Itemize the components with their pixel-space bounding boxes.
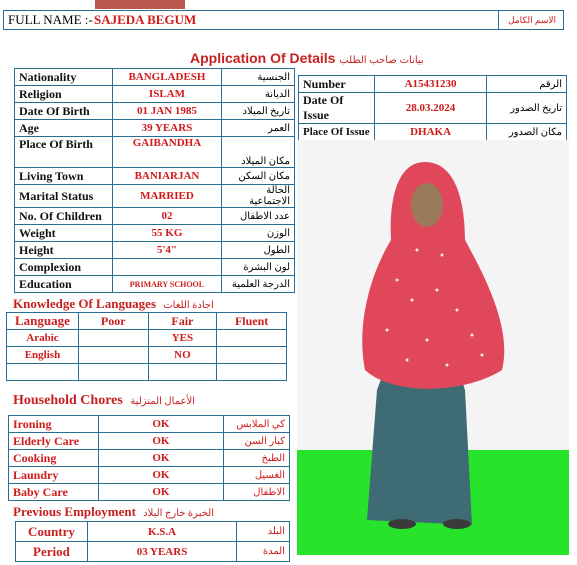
row-value	[112, 259, 222, 276]
row-value: OK	[98, 467, 223, 484]
full-name-arabic: الاسم الكامل	[498, 11, 565, 29]
table-row	[15, 69, 295, 86]
row-label: Marital Status	[15, 185, 113, 208]
row-arabic: كي الملابس	[224, 416, 290, 433]
row-label: Cooking	[9, 450, 99, 467]
row-value: OK	[98, 450, 223, 467]
column-header: Fair	[148, 313, 217, 330]
row-arabic: الجنسية	[222, 69, 295, 86]
row-arabic: الاطفال	[224, 484, 290, 501]
chores-heading	[13, 393, 195, 409]
row-label: Religion	[15, 86, 113, 103]
table-row	[15, 137, 295, 168]
row-arabic: الغسيل	[224, 467, 290, 484]
employment-table	[15, 521, 290, 562]
row-label: Place Of Issue	[299, 124, 375, 141]
full-name-bar	[3, 10, 564, 30]
chores-title-arabic: الأعمال المنزلية	[130, 396, 195, 407]
row-arabic: عدد الاطفال	[222, 208, 295, 225]
row-label: Baby Care	[9, 484, 99, 501]
row-value: 39 YEARS	[112, 120, 222, 137]
row-value: BANIARJAN	[112, 168, 222, 185]
table-row	[15, 120, 295, 137]
chores-table	[8, 415, 290, 501]
full-name-label: FULL NAME :-	[8, 12, 93, 27]
row-arabic: المدة	[237, 542, 290, 562]
row-value: OK	[98, 484, 223, 501]
row-label: Age	[15, 120, 113, 137]
table-row	[9, 433, 290, 450]
language-fair: YES	[148, 330, 217, 347]
row-arabic: تاريخ الصدور	[487, 93, 567, 124]
applicant-photo	[297, 140, 569, 555]
application-title-arabic: بيانات صاحب الطلب	[339, 55, 424, 66]
languages-table	[6, 312, 287, 381]
row-label: Date Of Issue	[299, 93, 375, 124]
employment-heading	[13, 504, 214, 520]
table-row	[7, 347, 287, 364]
language-fair	[148, 364, 217, 381]
row-value: 02	[112, 208, 222, 225]
row-value: K.S.A	[87, 522, 236, 542]
row-label: Weight	[15, 225, 113, 242]
table-row	[9, 450, 290, 467]
table-row	[7, 330, 287, 347]
language-fluent	[217, 364, 287, 381]
row-label: Elderly Care	[9, 433, 99, 450]
row-label: Laundry	[9, 467, 99, 484]
application-title	[190, 50, 424, 66]
row-value: GAIBANDHA	[112, 137, 222, 168]
row-label: Number	[299, 76, 375, 93]
row-label: Education	[15, 276, 113, 293]
table-row	[16, 542, 290, 562]
language-name	[7, 364, 79, 381]
language-poor	[78, 347, 148, 364]
language-name: Arabic	[7, 330, 79, 347]
row-label: Period	[16, 542, 88, 562]
row-value: BANGLADESH	[112, 69, 222, 86]
row-value: 28.03.2024	[374, 93, 487, 124]
row-label: Height	[15, 242, 113, 259]
row-value: 55 KG	[112, 225, 222, 242]
row-label: Nationality	[15, 69, 113, 86]
personal-details-table	[14, 68, 295, 293]
table-row	[15, 242, 295, 259]
full-name-value: SAJEDA BEGUM	[94, 12, 197, 27]
row-arabic: الطبخ	[224, 450, 290, 467]
row-label: Place Of Birth	[15, 137, 113, 168]
column-header: Language	[7, 313, 79, 330]
row-arabic: الرقم	[487, 76, 567, 93]
table-row	[15, 259, 295, 276]
language-fair: NO	[148, 347, 217, 364]
row-value: PRIMARY SCHOOL	[112, 276, 222, 293]
row-arabic: لون البشرة	[222, 259, 295, 276]
row-label: Living Town	[15, 168, 113, 185]
row-arabic: مكان الصدور	[487, 124, 567, 141]
languages-title-arabic: اجادة اللغات	[163, 300, 214, 311]
row-arabic: البلد	[237, 522, 290, 542]
table-row	[9, 416, 290, 433]
languages-heading	[13, 296, 214, 312]
row-value: MARRIED	[112, 185, 222, 208]
chores-title: Household Chores	[13, 393, 123, 408]
table-row	[15, 168, 295, 185]
row-label: Date Of Birth	[15, 103, 113, 120]
column-header: Poor	[78, 313, 148, 330]
table-header-row	[7, 313, 287, 330]
table-row	[9, 484, 290, 501]
row-value: DHAKA	[374, 124, 487, 141]
row-value: ISLAM	[112, 86, 222, 103]
language-fluent	[217, 330, 287, 347]
row-label: No. Of Children	[15, 208, 113, 225]
row-arabic: كبار السن	[224, 433, 290, 450]
language-poor	[78, 330, 148, 347]
language-fluent	[217, 347, 287, 364]
row-label: Ironing	[9, 416, 99, 433]
row-arabic: تاريخ الميلاد	[222, 103, 295, 120]
row-arabic: العمر	[222, 120, 295, 137]
row-arabic: الحالة الاجتماعية	[222, 185, 295, 208]
table-row	[299, 76, 567, 93]
application-title-text: Application Of Details	[190, 50, 336, 66]
row-arabic: الوزن	[222, 225, 295, 242]
table-row	[15, 86, 295, 103]
table-row	[15, 276, 295, 293]
table-row	[299, 124, 567, 141]
person-figure	[297, 140, 569, 555]
column-header: Fluent	[217, 313, 287, 330]
table-row	[16, 522, 290, 542]
row-value: OK	[98, 416, 223, 433]
row-label: Complexion	[15, 259, 113, 276]
table-row	[299, 93, 567, 124]
row-value: 03 YEARS	[87, 542, 236, 562]
row-arabic: مكان السكن	[222, 168, 295, 185]
row-arabic: الدرجة العلمية	[222, 276, 295, 293]
table-row	[15, 103, 295, 120]
table-row	[15, 185, 295, 208]
language-poor	[78, 364, 148, 381]
row-value: 5'4"	[112, 242, 222, 259]
row-label: Country	[16, 522, 88, 542]
table-row	[15, 225, 295, 242]
employment-title: Previous Employment	[13, 504, 136, 519]
row-value: OK	[98, 433, 223, 450]
language-name: English	[7, 347, 79, 364]
languages-title: Knowledge Of Languages	[13, 296, 157, 311]
table-row	[7, 364, 287, 381]
row-arabic: الديانة	[222, 86, 295, 103]
table-row	[9, 467, 290, 484]
employment-title-arabic: الخبرة خارج البلاد	[143, 508, 214, 519]
row-arabic: الطول	[222, 242, 295, 259]
row-arabic: مكان الميلاد	[222, 137, 295, 168]
row-value: 01 JAN 1985	[112, 103, 222, 120]
row-value: A15431230	[374, 76, 487, 93]
table-row	[15, 208, 295, 225]
top-photo-sliver	[95, 0, 185, 9]
